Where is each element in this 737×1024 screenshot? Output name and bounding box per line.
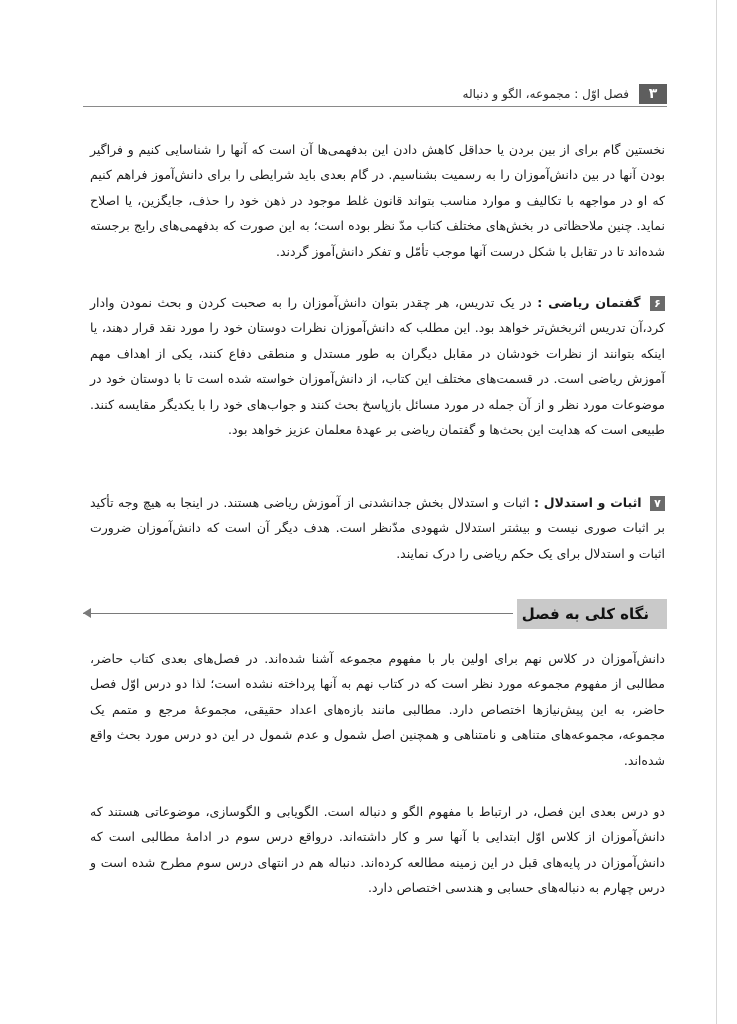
paragraph-text: نخستین گام برای از بین بردن یا حداقل کاهش دادن این بدفهمی‌ها آن است که آنها را شناسایی کنیم و فراگیر بودن آنها در بین دانش‌آموزان را به رسمیت بشناسیم. در گام بعدی باید شرایطی را برای دانش‌آموز فراهم کنیم که او در مواجهه با تکالیف و موارد مناسب بتواند قانون غلط موجود در ذهن خود را حذف، جایگزین، یا اصلاح نماید. چنین ملاحظاتی در بخش‌های مختلف کتاب مدّ نظر بوده است؛ به این صورت که بدفهمی‌های رایج برجسته شده‌اند تا در تقابل با شکل درست آنها موجب تأمّل و تفکر دانش‌آموز گردند. [90, 142, 665, 259]
item-term: اثبات و استدلال : [534, 495, 642, 510]
chapter-overview-paragraph [90, 646, 665, 773]
paragraph-text: دو درس بعدی این فصل، در ارتباط با مفهوم الگو و دنباله است. الگویابی و الگوسازی، موضوعاتی هستند که دانش‌آموزان از کلاس اوّل ابتدایی با آنها سر و کار داشته‌اند. درواقع درس سوم در ادامهٔ مطالبی است که دانش‌آموزان در پایه‌های قبل در این زمینه مطالعه کرده‌اند. دنباله هم در انتهای درس سوم مطرح شده است و درس چهارم به دنباله‌های حسابی و هندسی اختصاص دارد. [90, 804, 665, 896]
item-text: در یک تدریس، هر چقدر بتوان دانش‌آموزان را به صحبت کردن و بحث نمودن وادار کرد،آن تدریس اثربخش‌تر خواهد بود. این مطلب که دانش‌آموزان نظرات دوستان خود را مورد نقد قرار دهند، یا اینکه بتوانند از نظرات خودشان در مقابل دیگران به طور مستدل و منطقی دفاع کنند، یکی از اهداف مهم آموزش ریاضی است. در قسمت‌های مختلف این کتاب، از دانش‌آموزان خواسته شده است تا با دوستان خود در موضوعات مورد نظر و از آن جمله در مورد مسائل بازپاسخ بحث کنند و جواب‌های خود را با یکدیگر مقایسه کنند. طبیعی است که هدایت این بحث‌ها و گفتمان ریاضی بر عهدهٔ معلمان عزیز خواهد بود. [90, 295, 665, 438]
chapter-overview-paragraph-2 [90, 799, 665, 901]
page-number: ۳ [639, 84, 667, 104]
item-math-discourse [90, 290, 665, 442]
item-number-badge: ۶ [650, 296, 665, 311]
section-divider-line [83, 613, 513, 614]
chapter-title: فصل اوّل : مجموعه، الگو و دنباله [462, 87, 629, 101]
item-text: اثبات و استدلال بخش جدانشدنی از آموزش ریاضی هستند. در اینجا به هیچ وجه تأکید بر اثبات صوری نیست و بیشتر استدلال شهودی مدّنظر است. هدف دیگر آن است که دانش‌آموزان ضرورت اثبات و استدلال برای یک حکم ریاضی را درک نمایند. [90, 495, 665, 561]
item-number-badge: ۷ [650, 496, 665, 511]
item-proof-reasoning [90, 490, 665, 566]
item-term: گفتمان ریاضی : [537, 295, 641, 310]
arrow-left-icon [83, 608, 91, 618]
paragraph-text: دانش‌آموزان در کلاس نهم برای اولین بار با مفهوم مجموعه آشنا شده‌اند. در فصل‌های بعدی کتاب حاضر، مطالبی از مفهوم مجموعه مورد نظر است که در کتاب نهم به آنها پرداخته نشده است؛ لذا دو درس اوّل فصل حاضر، به این پیش‌نیازها اختصاص دارد. مطالبی مانند بازه‌های اعداد حقیقی، مجموعهٔ مرجع و متمم یک مجموعه، مجموعه‌های متناهی و نامتناهی و همچنین اصل شمول و عدم شمول در این دو درس مورد بحث واقع شده‌اند. [90, 651, 665, 768]
section-title: نگاه کلی به فصل [521, 605, 649, 623]
section-heading-bar [83, 599, 667, 629]
page-edge-line [716, 0, 717, 1024]
section-title-box [517, 599, 667, 629]
intro-paragraph [90, 137, 665, 264]
running-header [83, 84, 667, 107]
